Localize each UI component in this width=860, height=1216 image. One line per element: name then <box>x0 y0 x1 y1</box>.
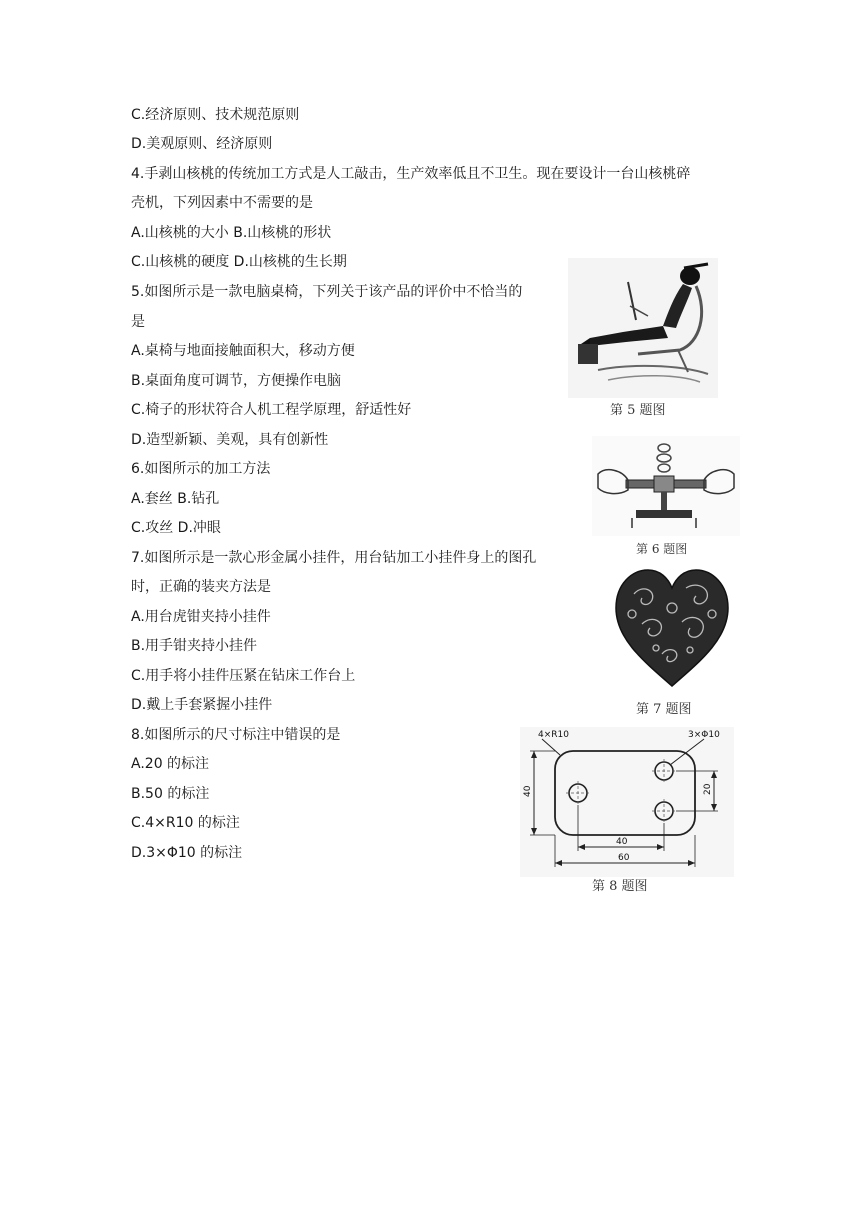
label-holes: 3×Φ10 <box>688 730 720 740</box>
computer-desk-chair-illustration <box>568 258 718 398</box>
dim-height: 40 <box>523 785 533 797</box>
question-6-options-cd: C.攻丝 D.冲眼 <box>131 520 221 536</box>
question-7-option-c: C.用手将小挂件压紧在钻床工作台上 <box>131 668 356 684</box>
figure-5-caption: 第 5 题图 <box>610 403 666 418</box>
dim-width: 60 <box>618 853 630 863</box>
question-7-option-b: B.用手钳夹持小挂件 <box>131 638 258 654</box>
question-4-options-cd: C.山核桃的硬度 D.山核桃的生长期 <box>131 254 347 270</box>
figure-5 <box>568 258 718 418</box>
dim-vspacing: 20 <box>703 783 713 795</box>
question-8-option-b: B.50 的标注 <box>131 786 210 802</box>
question-7-option-a: A.用台虎钳夹持小挂件 <box>131 609 271 625</box>
question-5-option-a: A.桌椅与地面接触面积大，移动方便 <box>131 343 355 359</box>
question-8-option-c: C.4×R10 的标注 <box>131 815 240 831</box>
figure-7 <box>612 564 732 716</box>
dim-hole-spacing: 40 <box>616 837 628 847</box>
question-6-options-ab: A.套丝 B.钻孔 <box>131 491 220 507</box>
question-8-option-d: D.3×Φ10 的标注 <box>131 845 243 861</box>
question-4-stem-2: 壳机，下列因素中不需要的是 <box>131 195 313 211</box>
heart-pendant-illustration <box>612 564 732 692</box>
question-5-option-d: D.造型新颖、美观，具有创新性 <box>131 432 329 448</box>
figure-7-caption: 第 7 题图 <box>636 702 692 717</box>
threading-tool-illustration <box>592 436 740 536</box>
figure-6 <box>592 436 740 556</box>
option-3d: D.美观原则、经济原则 <box>131 136 273 152</box>
question-4-stem-1: 4.手剥山核桃的传统加工方式是人工敲击，生产效率低且不卫生。现在要设计一台山核桃碎 <box>131 166 691 182</box>
option-3c: C.经济原则、技术规范原则 <box>131 107 300 123</box>
question-8-stem: 8.如图所示的尺寸标注中错误的是 <box>131 727 341 743</box>
figure-8-caption: 第 8 题图 <box>592 879 648 894</box>
question-5-option-b: B.桌面角度可调节，方便操作电脑 <box>131 373 342 389</box>
dimension-drawing <box>520 727 734 877</box>
figure-6-caption: 第 6 题图 <box>636 542 688 556</box>
question-7-option-d: D.戴上手套紧握小挂件 <box>131 697 273 713</box>
question-7-stem-1: 7.如图所示是一款心形金属小挂件，用台钻加工小挂件身上的图孔 <box>131 550 537 566</box>
question-7-stem-2: 时，正确的装夹方法是 <box>131 579 271 595</box>
question-6-stem: 6.如图所示的加工方法 <box>131 461 271 477</box>
question-5-stem-1: 5.如图所示是一款电脑桌椅，下列关于该产品的评价中不恰当的 <box>131 284 523 300</box>
figure-8 <box>520 727 734 893</box>
question-5-option-c: C.椅子的形状符合人机工程学原理，舒适性好 <box>131 402 412 418</box>
question-8-option-a: A.20 的标注 <box>131 756 210 772</box>
question-5-stem-2: 是 <box>131 314 145 330</box>
question-4-options-ab: A.山核桃的大小 B.山核桃的形状 <box>131 225 332 241</box>
label-radius: 4×R10 <box>538 730 569 740</box>
